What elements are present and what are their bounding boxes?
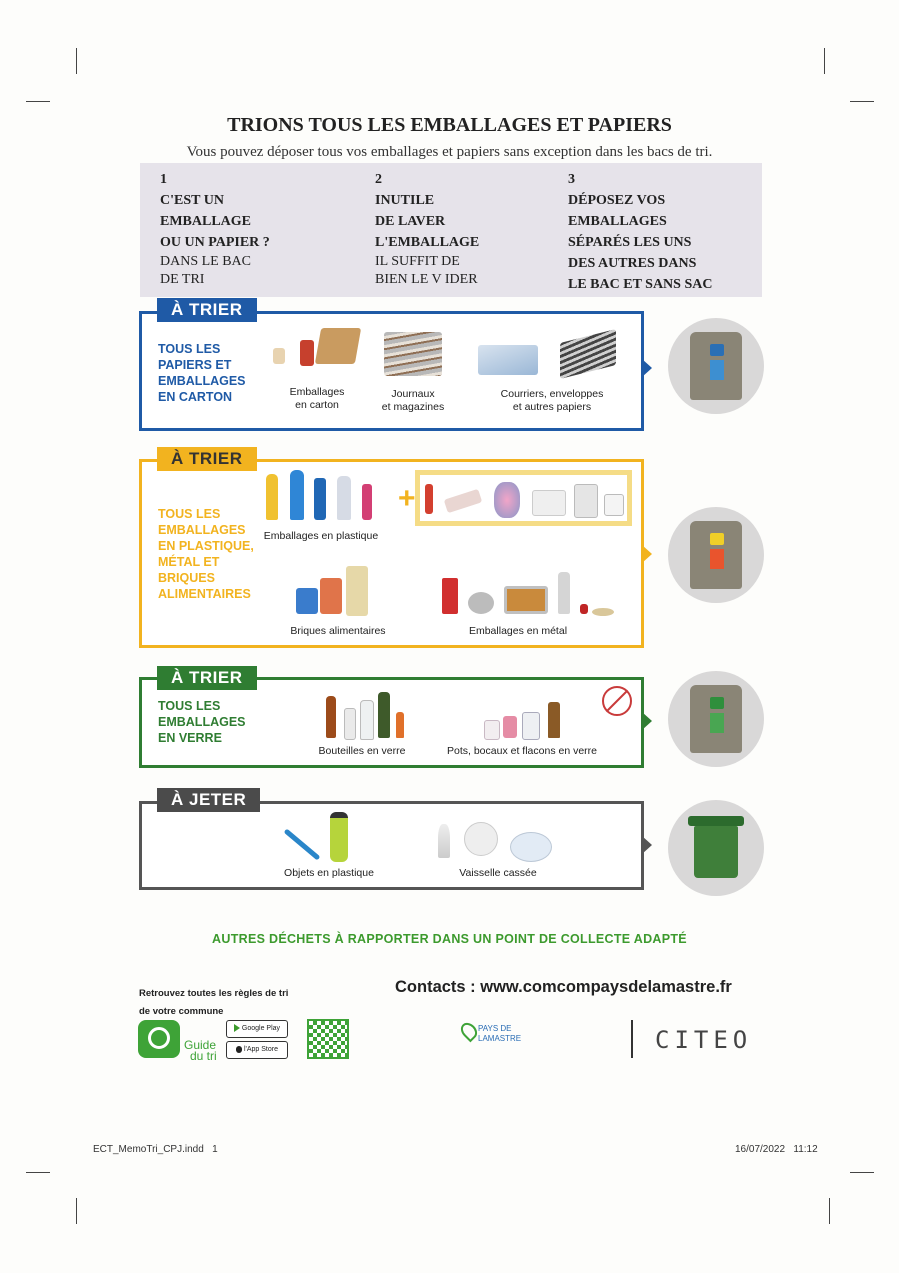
jar-icon <box>484 720 500 740</box>
envelopes-icon <box>478 345 538 375</box>
label-cardboard: Emballages en carton <box>289 386 345 411</box>
crop-mark <box>824 48 825 74</box>
citeo-logo: CITEO <box>655 1026 753 1054</box>
pizza-box-icon <box>315 328 361 364</box>
sauce-bottle-icon <box>396 712 404 738</box>
food-tray-icon <box>504 586 548 614</box>
print-date: 16/07/2022 11:12 <box>735 1144 818 1155</box>
step-text: OU UN PAPIER ? <box>160 235 270 250</box>
oil-bottle-icon <box>266 474 278 520</box>
crop-mark <box>76 1198 77 1224</box>
aerosol-icon <box>558 572 570 614</box>
apple-icon <box>236 1046 242 1053</box>
contacts-text[interactable]: Contacts : www.comcompaysdelamastre.fr <box>395 978 732 996</box>
step-1 <box>160 169 270 289</box>
dish-icon <box>510 832 552 862</box>
page-subtitle: Vous pouvez déposer tous vos emballages et papiers sans exception dans les bacs de tri. <box>186 144 713 160</box>
no-glassware-icon <box>602 686 632 716</box>
arrow-right-icon <box>642 836 652 854</box>
cardboard-tube-icon <box>273 348 285 364</box>
step-text: DÉPOSEZ VOS <box>568 193 666 208</box>
step-text: DE LAVER <box>375 214 446 229</box>
yogurt-pots-icon <box>532 490 566 516</box>
step-text: SÉPARÉS LES UNS <box>568 235 692 250</box>
small-bottle-icon <box>344 708 356 740</box>
label-bottles: Bouteilles en verre <box>318 745 406 757</box>
crop-mark <box>850 1172 874 1173</box>
beer-bottle-icon <box>326 696 336 738</box>
label-newspapers: Journaux et magazines <box>381 388 445 413</box>
step-text: LE BAC ET SANS SAC <box>568 277 713 292</box>
papers-category: TOUS LES PAPIERS ET EMBALLAGES EN CARTON <box>158 342 246 404</box>
flask-icon <box>548 702 560 738</box>
trash-tag: À JETER <box>157 788 260 812</box>
step-text: DANS LE BAC <box>160 254 252 269</box>
lid-icon <box>592 608 614 616</box>
step-text: EMBALLAGES <box>568 214 667 229</box>
app-store-badge[interactable] <box>226 1041 288 1059</box>
label-mail: Courriers, enveloppes et autres papiers <box>500 388 604 413</box>
capsule-icon <box>580 604 588 614</box>
play-icon <box>234 1024 240 1032</box>
step-text: INUTILE <box>375 193 435 208</box>
crop-mark <box>829 1198 830 1224</box>
step-number: 1 <box>160 172 167 187</box>
label-cartons: Briques alimentaires <box>290 625 386 637</box>
broken-plate-icon <box>464 822 498 856</box>
print-file-name: ECT_MemoTri_CPJ.indd 1 <box>93 1144 218 1155</box>
qr-code-icon[interactable] <box>307 1019 349 1059</box>
trash-bin-icon <box>668 800 764 896</box>
step-text: BIEN LE V IDER <box>375 272 478 287</box>
step-text: EMBALLAGE <box>160 214 252 229</box>
plus-icon: + <box>398 482 416 515</box>
packaging-bin-icon <box>668 507 764 603</box>
step-text: DE TRI <box>160 272 205 287</box>
step-text: C'EST UN <box>160 193 224 208</box>
arrow-right-icon <box>642 545 652 563</box>
step-2 <box>375 169 479 289</box>
step-text: L'EMBALLAGE <box>375 235 480 250</box>
wine-glass-icon <box>438 824 450 858</box>
plastic-bag-icon <box>494 482 520 518</box>
guide-label: Guide du tri <box>184 1038 217 1063</box>
crop-mark <box>26 1172 50 1173</box>
soup-carton-icon <box>320 578 342 614</box>
label-metal: Emballages en métal <box>468 625 568 637</box>
wine-bottle-icon <box>378 692 390 738</box>
trash-section <box>139 801 644 890</box>
divider <box>631 1020 633 1058</box>
detergent-bottle-icon <box>314 478 326 520</box>
page-title: TRIONS TOUS LES EMBALLAGES ET PAPIERS <box>227 114 672 136</box>
tin-can-icon <box>468 592 494 614</box>
glass-tag: À TRIER <box>157 666 257 690</box>
google-play-label: Google Play <box>241 1025 281 1032</box>
shampoo-bottle-icon <box>362 484 372 520</box>
crop-mark <box>26 101 50 102</box>
plastic-tag: À TRIER <box>157 447 257 471</box>
jam-jar-icon <box>503 716 517 738</box>
label-plastic: Emballages en plastique <box>263 530 379 542</box>
milk-carton-icon <box>346 566 368 616</box>
rules-text: Retrouvez toutes les règles de tri de votre commune <box>139 988 289 1017</box>
papers-tag: À TRIER <box>157 298 257 322</box>
step-text: IL SUFFIT DE <box>375 254 460 269</box>
label-plastic-objects: Objets en plastique <box>284 867 374 879</box>
step-number: 2 <box>375 172 382 187</box>
soda-can-icon <box>442 578 458 614</box>
newspapers-icon <box>384 332 442 376</box>
paper-bin-icon <box>668 318 764 414</box>
clear-bottle-icon <box>360 700 374 740</box>
juice-carton-icon <box>296 588 318 614</box>
label-broken-dishes: Vaisselle cassée <box>459 867 537 879</box>
step-3 <box>568 169 712 295</box>
pouch-icon <box>574 484 598 518</box>
toothpaste-icon <box>425 484 433 514</box>
arrow-right-icon <box>642 712 652 730</box>
glass-category: TOUS LES EMBALLAGES EN VERRE <box>158 699 246 745</box>
other-waste-notice: AUTRES DÉCHETS À RAPPORTER DANS UN POINT DE COLLECTE ADAPTÉ <box>212 932 687 946</box>
crop-mark <box>76 48 77 74</box>
cereal-box-icon <box>300 340 314 366</box>
plastic-category: TOUS LES EMBALLAGES EN PLASTIQUE, MÉTAL ET BRIQUES ALIMENTAIRES <box>158 507 254 601</box>
label-jars: Pots, bocaux et flacons en verre <box>447 745 597 757</box>
glass-bin-icon <box>668 671 764 767</box>
guide-du-tri-logo <box>138 1020 180 1058</box>
cup-icon <box>604 494 624 516</box>
arrow-right-icon <box>642 359 652 377</box>
pays-logo-text: PAYS DE LAMASTRE <box>478 1024 522 1043</box>
google-play-badge[interactable] <box>226 1020 288 1038</box>
step-number: 3 <box>568 172 575 187</box>
water-bottle-icon <box>290 470 304 520</box>
pays-logo-icon <box>458 1020 481 1043</box>
crop-mark <box>850 101 874 102</box>
plastic-bottle-icon <box>330 812 348 862</box>
steps-panel <box>140 163 762 297</box>
perfume-flask-icon <box>522 712 540 740</box>
app-store-label: l'App Store <box>243 1046 278 1053</box>
milk-bottle-icon <box>337 476 351 520</box>
step-text: DES AUTRES DANS <box>568 256 697 271</box>
